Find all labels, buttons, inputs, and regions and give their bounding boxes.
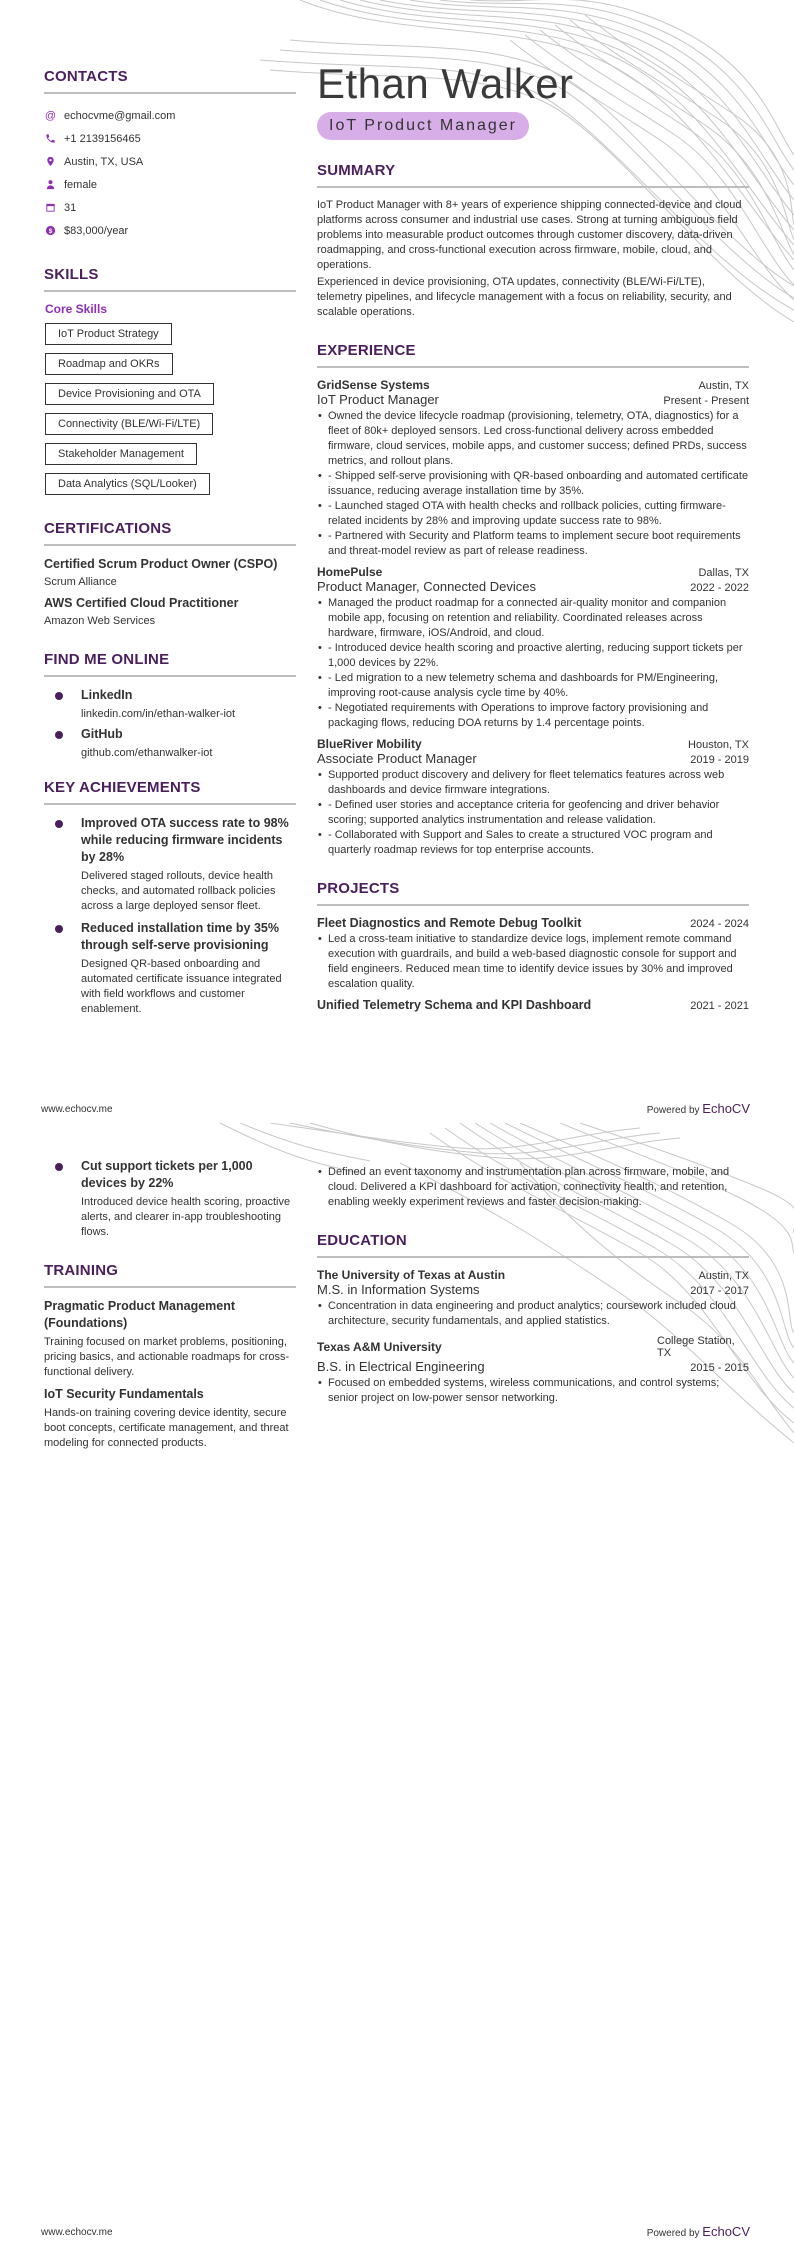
education-heading: EDUCATION	[317, 1232, 749, 1258]
job-point: • Owned the device lifecycle roadmap (provisioning, telemetry, OTA, diagnostics) for a fleet of 80k+ deployed sensors. Led cross-functional delivery across embedded firmware, cloud services, mobile apps, and customer success; defined PRDs, success metrics, and rollout plans.	[317, 409, 749, 469]
contact-gender-value: female	[64, 178, 98, 191]
project-dates: 2021 - 2021	[690, 1000, 749, 1012]
job-entry	[317, 378, 749, 559]
contact-location	[44, 150, 296, 173]
right-column	[317, 62, 749, 1018]
bullet-icon	[55, 692, 63, 700]
contact-location-value: Austin, TX, USA	[64, 155, 144, 168]
job-point: • Managed the product roadmap for a connected air-quality monitor and companion mobile app, focusing on retention and reliability. Coordinated releases across hardware, firmware, iOS/Android, and cloud.	[317, 596, 749, 641]
at-icon: @	[44, 109, 57, 122]
training-name: IoT Security Fundamentals	[44, 1387, 204, 1401]
project-entry	[317, 916, 749, 992]
phone-icon	[44, 132, 57, 145]
job-title: Product Manager, Connected Devices	[317, 579, 536, 594]
achievement-item	[44, 815, 296, 914]
cert-org: Scrum Alliance	[44, 576, 117, 588]
contact-email-value: echocvme@gmail.com	[64, 109, 176, 122]
skill-tag: Connectivity (BLE/Wi-Fi/LTE)	[45, 413, 213, 435]
summary-heading: SUMMARY	[317, 162, 749, 188]
right-column-page-2	[317, 1163, 749, 1412]
job-entry	[317, 565, 749, 731]
contacts-section	[44, 68, 296, 242]
online-link-linkedin[interactable]	[44, 687, 296, 720]
job-point: • - Defined user stories and acceptance criteria for geofencing and driver behavior scoring; supported analytics instrumentation and release validation.	[317, 798, 749, 828]
summary-paragraph: Experienced in device provisioning, OTA updates, connectivity (BLE/Wi-Fi/LTE), telemetry pipelines, and lifecycle management with a focus on reliability, security, and scalable operations.	[317, 276, 732, 318]
cert-org: Amazon Web Services	[44, 615, 156, 627]
job-point: • - Collaborated with Support and Sales to create a structured VOC program and quarterly roadmap reviews for top enterprise accounts.	[317, 828, 749, 858]
summary-section	[317, 162, 749, 320]
skill-tag: Device Provisioning and OTA	[45, 383, 214, 405]
project-entry	[317, 998, 749, 1012]
link-title: GitHub	[81, 727, 123, 741]
training-desc: Hands-on training covering device identity, secure boot concepts, certificate management, and threat modeling for connected products.	[44, 1407, 289, 1449]
left-column	[44, 68, 296, 1023]
cert-name: AWS Certified Cloud Practitioner	[44, 596, 239, 610]
job-location: Austin, TX	[698, 380, 749, 392]
project-dates: 2024 - 2024	[690, 918, 749, 930]
training-name: Pragmatic Product Management (Foundations)	[44, 1299, 236, 1330]
achievement-desc: Delivered staged rollouts, device health checks, and automated rollback policies across a large deployed sensor fleet.	[81, 870, 276, 912]
role-badge: IoT Product Manager	[317, 112, 529, 140]
achievement-title: Reduced installation time by 35% through self-serve provisioning	[81, 921, 279, 952]
skills-subheading: Core Skills	[45, 302, 108, 316]
bullet-icon	[55, 731, 63, 739]
school-name: The University of Texas at Austin	[317, 1268, 506, 1282]
education-dates: 2015 - 2015	[690, 1362, 749, 1374]
job-dates: 2019 - 2019	[690, 754, 749, 766]
left-column-page-2	[44, 1158, 296, 1451]
job-dates: Present - Present	[663, 395, 749, 407]
education-point: • Focused on embedded systems, wireless communications, and control systems; senior project on low-power sensor networking.	[317, 1376, 749, 1406]
bullet-icon	[55, 925, 63, 933]
job-location: Dallas, TX	[698, 567, 749, 579]
contact-salary	[44, 219, 296, 242]
link-url[interactable]: linkedin.com/in/ethan-walker-iot	[81, 708, 236, 720]
brand-logo: EchoCV	[702, 2224, 750, 2239]
school-location: College Station, TX	[657, 1335, 735, 1359]
project-name: Fleet Diagnostics and Remote Debug Toolkit	[317, 916, 582, 930]
online-link-github[interactable]	[44, 726, 296, 759]
education-section	[317, 1232, 749, 1406]
link-url[interactable]: github.com/ethanwalker-iot	[81, 747, 213, 759]
job-title: IoT Product Manager	[317, 392, 439, 407]
training-desc: Training focused on market problems, positioning, pricing basics, and actionable roadmaps for cross-functional delivery.	[44, 1336, 290, 1378]
achievement-desc: Introduced device health scoring, proactive alerts, and clearer in-app troubleshooting flows.	[81, 1196, 291, 1238]
money-icon	[44, 224, 57, 237]
skill-tag: Data Analytics (SQL/Looker)	[45, 473, 210, 495]
brand-logo: EchoCV	[702, 1101, 750, 1116]
bullet-icon	[55, 820, 63, 828]
skill-tag: IoT Product Strategy	[45, 323, 172, 345]
contact-gender	[44, 173, 296, 196]
degree: B.S. in Electrical Engineering	[317, 1359, 485, 1374]
calendar-icon	[44, 201, 57, 214]
footer-website[interactable]: www.echocv.me	[41, 2227, 113, 2238]
contact-age-value: 31	[64, 201, 77, 214]
job-entry	[317, 737, 749, 858]
education-point: • Concentration in data engineering and product analytics; coursework included cloud architecture, security fundamentals, and applied statistics.	[317, 1299, 749, 1329]
link-title: LinkedIn	[81, 688, 133, 702]
skills-section	[44, 266, 296, 500]
location-icon	[44, 155, 57, 168]
company-name: GridSense Systems	[317, 378, 430, 392]
achievement-item	[44, 1158, 296, 1240]
degree: M.S. in Information Systems	[317, 1282, 480, 1297]
online-heading: FIND ME ONLINE	[44, 651, 296, 677]
contact-age	[44, 196, 296, 219]
footer-powered-by[interactable]	[647, 2224, 750, 2239]
job-point: • - Negotiated requirements with Operations to improve factory provisioning and packaging flows, reducing DOA returns by 1.4 percentage points.	[317, 701, 749, 731]
school-location: Austin, TX	[698, 1270, 749, 1282]
contact-email[interactable]	[44, 104, 296, 127]
experience-heading: EXPERIENCE	[317, 342, 749, 368]
summary-paragraph: IoT Product Manager with 8+ years of experience shipping connected-device and cloud platforms across consumer and industrial use cases. Strong at turning ambiguous field problems into measurable product outcomes through customer discovery, data-driven roadmapping, and cross-functional execution across firmware, mobile, cloud, and operations.	[317, 199, 742, 271]
contact-phone[interactable]	[44, 127, 296, 150]
job-point: • Supported product discovery and delivery for fleet telematics features across web dashboards and device firmware integrations.	[317, 768, 749, 798]
achievements-heading: KEY ACHIEVEMENTS	[44, 779, 296, 805]
projects-heading: PROJECTS	[317, 880, 749, 906]
education-entry	[317, 1335, 749, 1406]
experience-section	[317, 342, 749, 858]
svg-text:$: $	[48, 227, 53, 235]
person-icon	[44, 178, 57, 191]
education-dates: 2017 - 2017	[690, 1285, 749, 1297]
company-name: HomePulse	[317, 565, 383, 579]
job-point: • - Led migration to a new telemetry schema and dashboards for PM/Engineering, improving root-cause analysis cycle time by 40%.	[317, 671, 749, 701]
candidate-name: Ethan Walker	[317, 60, 574, 107]
achievement-desc: Designed QR-based onboarding and automated certificate issuance integrated with field workflows and customer enablement.	[81, 958, 282, 1015]
achievements-section	[44, 779, 296, 1017]
projects-section	[317, 880, 749, 1012]
powered-by-label: Powered by	[646, 2228, 700, 2239]
project-point: • Defined an event taxonomy and instrumentation plan across firmware, mobile, and cloud. Delivered a KPI dashboard for activation, connectivity health, and retention, enabling weekly experiment reviews and faster decision-making.	[317, 1165, 749, 1210]
certifications-heading: CERTIFICATIONS	[44, 520, 296, 546]
achievement-title: Cut support tickets per 1,000 devices by 22%	[81, 1159, 253, 1190]
school-name: Texas A&M University	[317, 1340, 442, 1354]
contact-salary-value: $83,000/year	[64, 224, 129, 237]
job-point: • - Partnered with Security and Platform teams to implement secure boot requirements and threat-model review as part of release readiness.	[317, 529, 749, 559]
job-dates: 2022 - 2022	[690, 582, 749, 594]
certifications-section	[44, 520, 296, 627]
online-section	[44, 651, 296, 759]
cert-name: Certified Scrum Product Owner (CSPO)	[44, 557, 278, 571]
achievement-title: Improved OTA success rate to 98% while reducing firmware incidents by 28%	[81, 816, 289, 864]
skill-tag: Roadmap and OKRs	[45, 353, 173, 375]
training-heading: TRAINING	[44, 1262, 296, 1288]
contacts-heading: CONTACTS	[44, 68, 296, 94]
powered-by-label: Powered by	[646, 1105, 700, 1116]
bullet-icon	[55, 1163, 63, 1171]
contact-phone-value: +1 2139156465	[64, 132, 141, 145]
achievement-item	[44, 920, 296, 1017]
job-point: • - Launched staged OTA with health checks and rollback policies, cutting firmware-related incidents by 28% and improving update success rate to 98%.	[317, 499, 749, 529]
education-entry	[317, 1268, 749, 1329]
training-section	[44, 1262, 296, 1451]
project-point: • Led a cross-team initiative to standardize device logs, implement remote command execution with guardrails, and build a web-based diagnostic console for support and field engineers. Reduced mean time to identify device issues by 30% and improved escalation quality.	[317, 932, 749, 992]
job-point: • - Introduced device health scoring and proactive alerting, reducing support tickets per 1,000 devices by 22%.	[317, 641, 749, 671]
job-location: Houston, TX	[688, 739, 749, 751]
job-title: Associate Product Manager	[317, 751, 477, 766]
resume-page-2	[0, 1123, 794, 2246]
skills-heading: SKILLS	[44, 266, 296, 292]
skill-tag: Stakeholder Management	[45, 443, 197, 465]
project-name: Unified Telemetry Schema and KPI Dashboard	[317, 998, 592, 1012]
footer-powered-by[interactable]	[647, 1101, 750, 1116]
footer-website[interactable]: www.echocv.me	[41, 1104, 113, 1115]
company-name: BlueRiver Mobility	[317, 737, 422, 751]
job-point: • - Shipped self-serve provisioning with QR-based onboarding and automated certificate issuance, reducing average installation time by 35%.	[317, 469, 749, 499]
